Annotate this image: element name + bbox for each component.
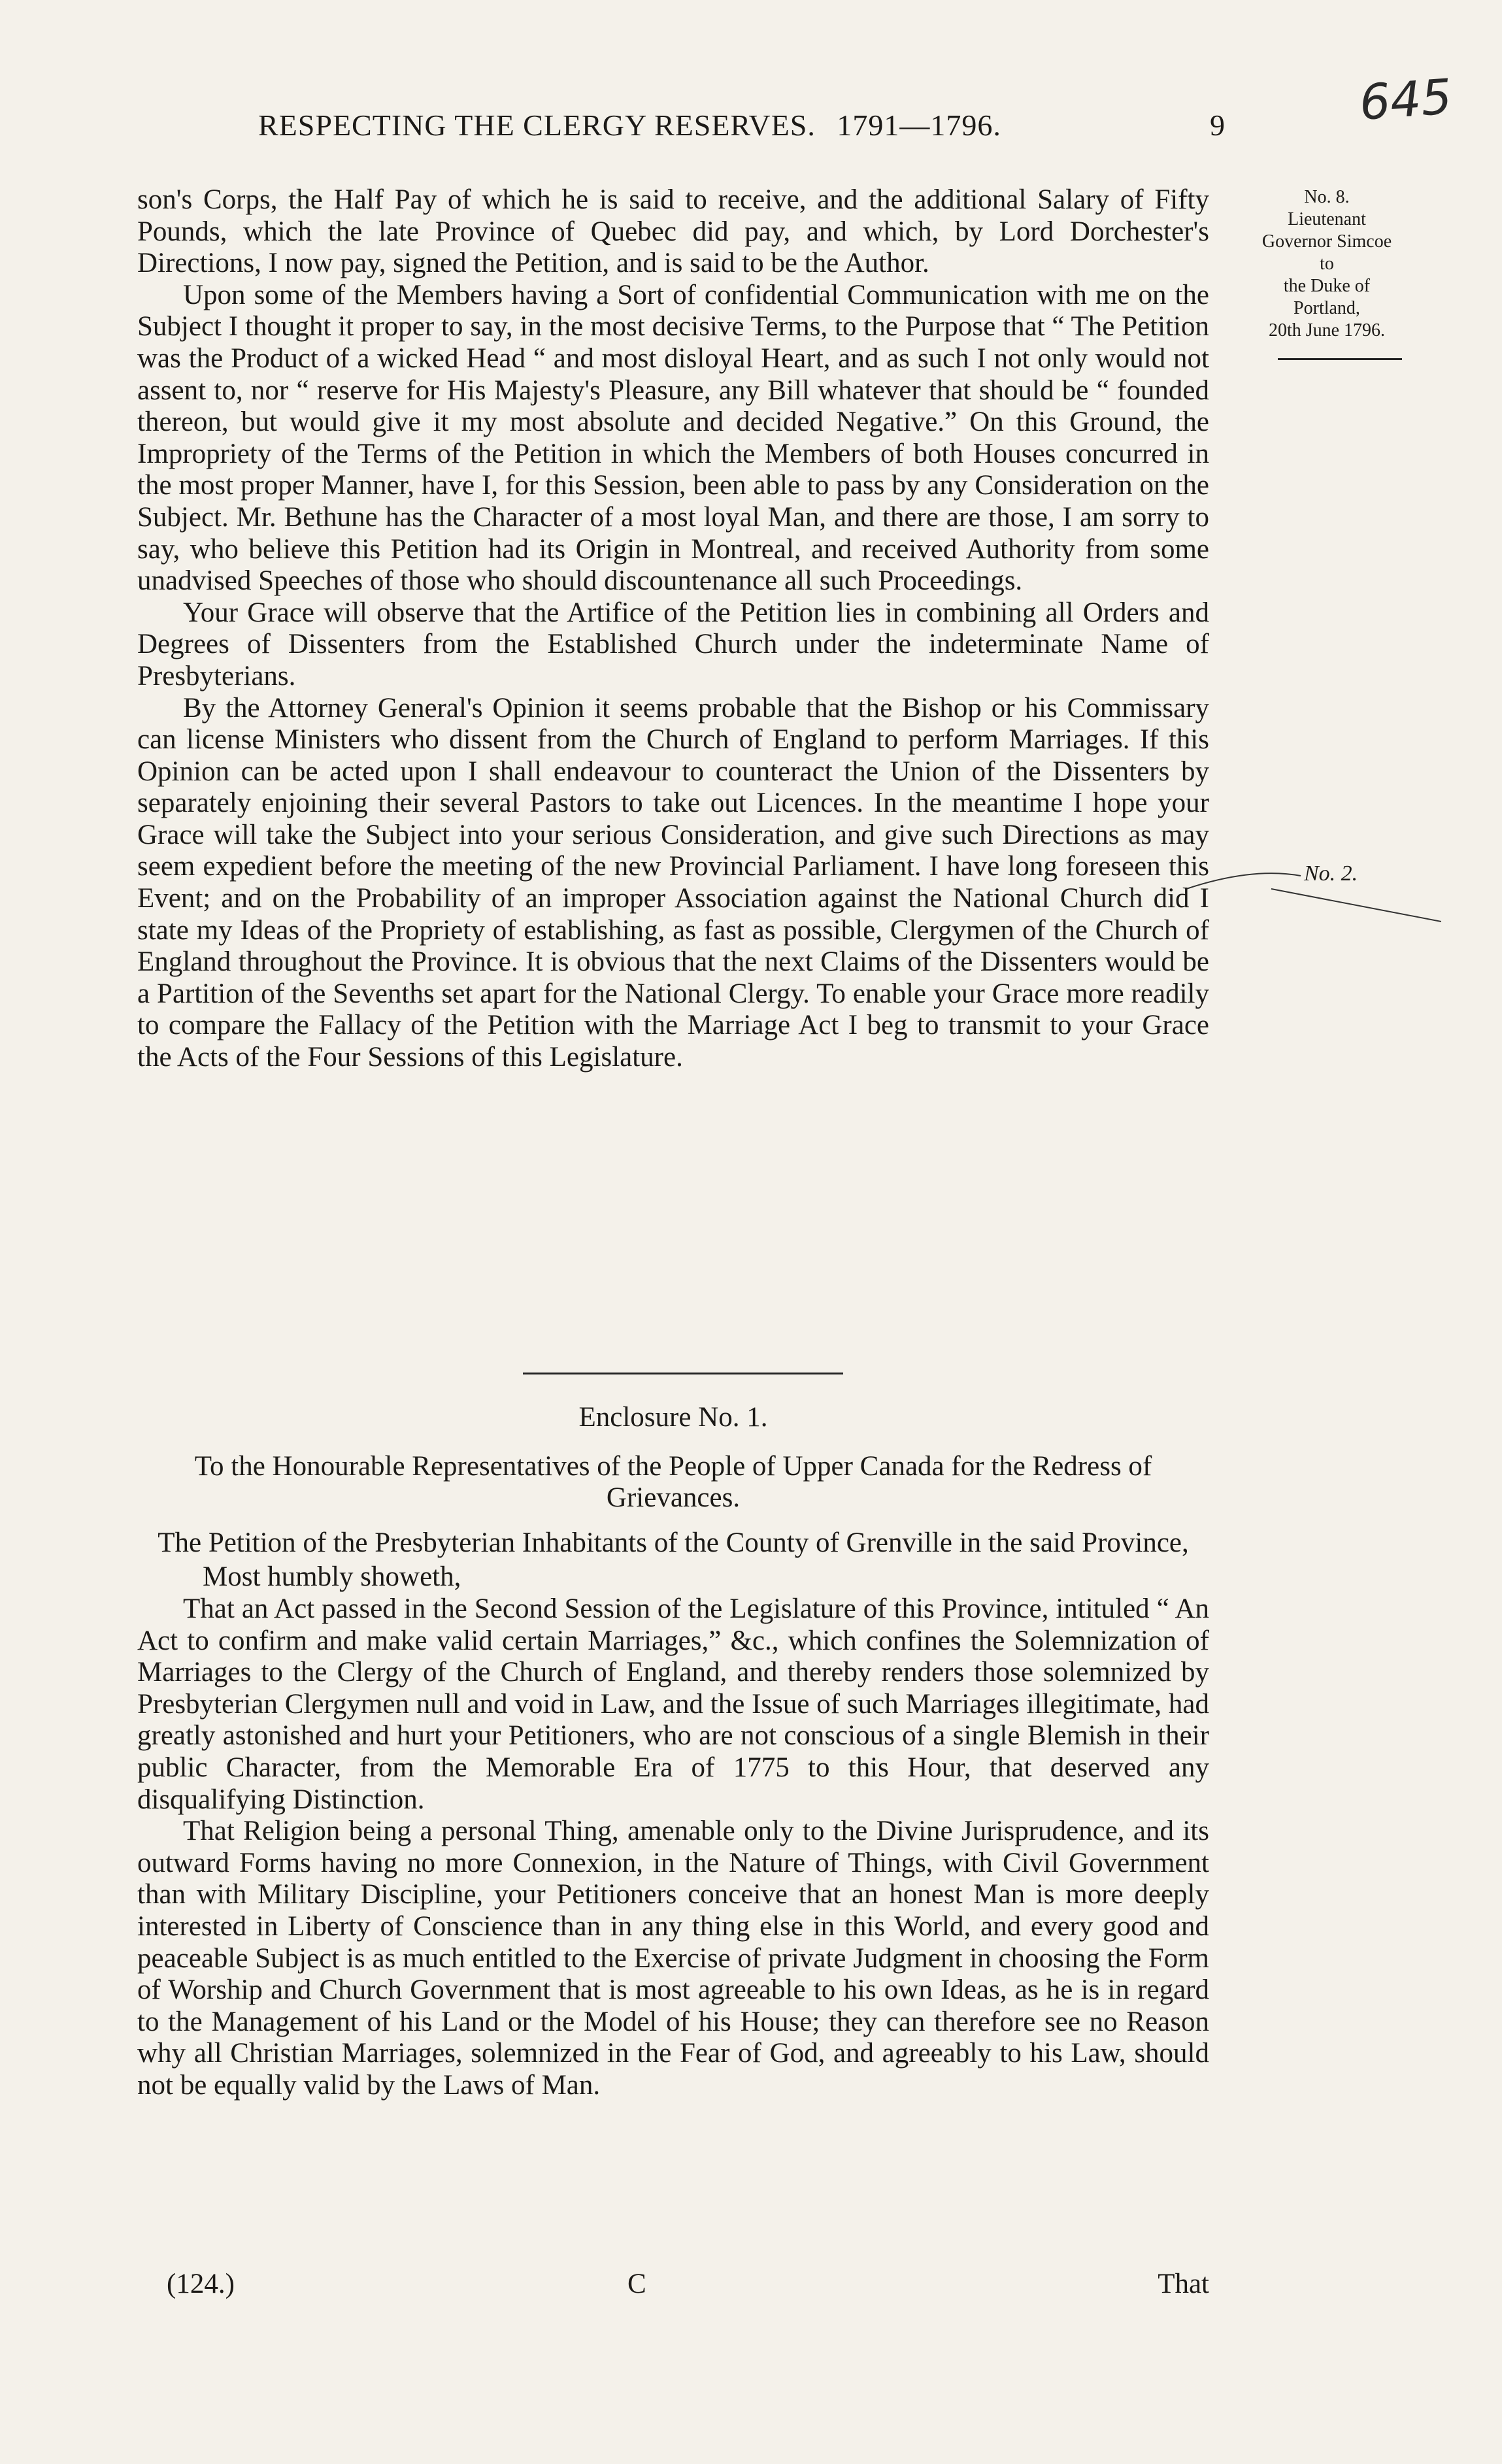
margin-note-line: Lieutenant bbox=[1288, 209, 1366, 229]
running-head-title: RESPECTING THE CLERGY RESERVES. bbox=[258, 108, 816, 142]
catchword: That bbox=[1158, 2269, 1209, 2299]
running-head bbox=[258, 108, 1226, 142]
margin-note-line: Portland, bbox=[1293, 298, 1360, 318]
petition-address: To the Honourable Representatives of the People of Upper Canada for the Redress of Grievances. bbox=[194, 1450, 1152, 1514]
margin-note-line: Governor Simcoe bbox=[1261, 231, 1392, 252]
letter-body bbox=[137, 184, 1209, 1074]
handwritten-folio-number: 645 bbox=[1358, 69, 1454, 131]
body-paragraph: son's Corps, the Half Pay of which he is said to receive, and the additional Salary of Fifty Pounds, which the late Province of Quebec did pay, and which, by Lord Dorchester's Directions, I now pay, signed the Petition, and is said to be the Author. bbox=[137, 184, 1209, 279]
page-footer bbox=[137, 2268, 1209, 2301]
petition-salutation: Most humbly showeth, bbox=[203, 1561, 461, 1593]
margin-rule bbox=[1278, 358, 1402, 360]
margin-note-line: 20th June 1796. bbox=[1268, 320, 1386, 341]
petition-paragraph: That an Act passed in the Second Session of the Legislature of this Province, intituled “ An Act to confirm and make valid certain Marriages,” &c., which confines the Solemnization of Marriages to the Clergy of the Church of England, and thereby renders those solemnized by Presbyterian Clergymen null and void in Law, and the Issue of such Marriages illegitimate, had greatly astonished and hurt your Petitioners, who are not conscious of a single Blemish in their public Character, from the Memorable Era of 1775 to this Hour, that deserved any disqualifying Distinction. bbox=[137, 1593, 1209, 1815]
petition-title: The Petition of the Presbyterian Inhabitants of the County of Grenville in the said Province, bbox=[158, 1527, 1189, 1558]
enclosure-heading: Enclosure No. 1. bbox=[578, 1402, 768, 1433]
margin-note-line: to bbox=[1320, 254, 1334, 274]
margin-note-line: No. 8. bbox=[1304, 187, 1350, 207]
margin-note-line: the Duke of bbox=[1283, 276, 1371, 296]
body-paragraph: Your Grace will observe that the Artifice of the Petition lies in combining all Orders and Degrees of Dissenters from the Established Church under the indeterminate Name of Presbyterians. bbox=[137, 597, 1209, 691]
print-signature-number: (124.) bbox=[167, 2269, 235, 2299]
marginal-reference-no2: No. 2. bbox=[1304, 861, 1358, 886]
petition-paragraph: That Religion being a personal Thing, amenable only to the Divine Jurisprudence, and its outward Forms having no more Connexion, in the Nature of Things, with Civil Government than with Military Discipline, your Petitioners conceive that an honest Man is more deeply interested in Liberty of Conscience than in any thing else in this World, and every good and peaceable Subject is as much entitled to the Exercise of private Judgment in choosing the Form of Worship and Church Government that is most agreeable to his own Ideas, as he is in regard to the Management of his Land or the Model of his House; they can therefore see no Reason why all Christian Marriages, solemnized in the Fear of God, and agreeably to his Law, should not be equally valid by the Laws of Man. bbox=[137, 1816, 1209, 2101]
margin-note bbox=[1229, 186, 1425, 342]
running-head-years: 1791—1796. bbox=[837, 108, 1001, 142]
enclosure-section bbox=[137, 1402, 1209, 2101]
body-paragraph: Upon some of the Members having a Sort of confidential Communication with me on the Subject I thought it proper to say, in the most decisive Terms, to the Purpose that “ The Petition was the Product of a wicked Head “ and most disloyal Heart, and as such I not only would not assent to, nor “ reserve for His Majesty's Pleasure, any Bill whatever that should be “ founded thereon, but would give it my most absolute and decided Negative.” On this Ground, the Impropriety of the Terms of the Petition in which the Members of both Houses concurred in the most proper Manner, have I, for this Session, been able to pass by any Consideration on the Subject. Mr. Bethune has the Character of a most loyal Man, and there are those, I am sorry to say, who believe this Petition had its Origin in Montreal, and received Authority from some unadvised Speeches of those who should discountenance all such Proceedings. bbox=[137, 279, 1209, 597]
body-paragraph: By the Attorney General's Opinion it seems probable that the Bishop or his Commissary can license Ministers who dissent from the Church of England to perform Marriages. If this Opinion can be acted upon I shall endeavour to counteract the Union of the Dissenters by separately enjoining their several Pastors to take out Licences. In the meantime I hope your Grace will take the Subject into your serious Consideration, and give such Directions as may seem expedient before the meeting of the new Provincial Parliament. I have long foreseen this Event; and on the Probability of an improper Association against the National Church did I state my Ideas of the Propriety of establishing, as fast as possible, Clergymen of the Church of England throughout the Province. It is obvious that the next Claims of the Dissenters would be a Partition of the Sevenths set apart for the National Clergy. To enable your Grace more readily to compare the Fallacy of the Petition with the Marriage Act I beg to transmit to your Grace the Acts of the Four Sessions of this Legislature. bbox=[137, 692, 1209, 1073]
signature-letter: C bbox=[627, 2269, 646, 2299]
section-divider bbox=[523, 1373, 843, 1374]
page-number: 9 bbox=[1210, 108, 1226, 142]
